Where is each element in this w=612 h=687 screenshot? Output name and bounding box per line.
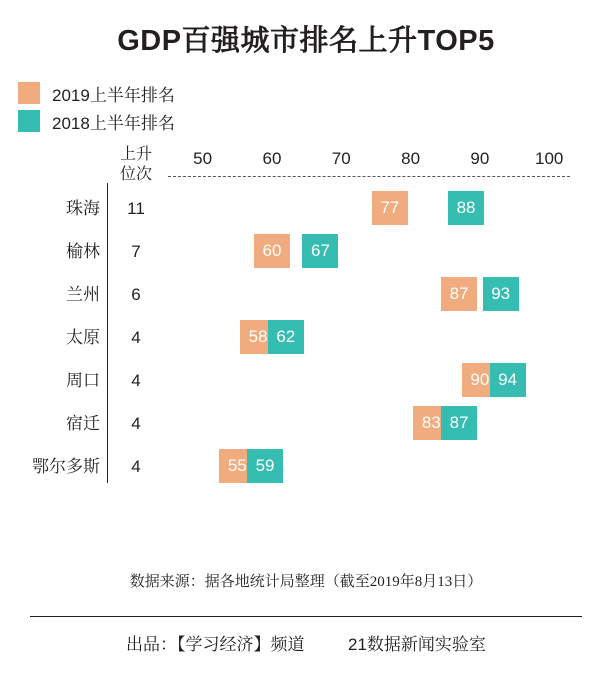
footer — [0, 630, 612, 655]
chart-row — [0, 187, 612, 230]
row-rise-value: 4 — [131, 457, 141, 476]
row-city-label: 鄂尔多斯 — [32, 457, 100, 476]
chart-legend — [18, 79, 612, 135]
legend-item-2018 — [18, 107, 612, 135]
data-cell: 83 — [413, 406, 449, 440]
chart-row — [0, 445, 612, 488]
legend-item-2019 — [18, 79, 612, 107]
legend-swatch-2018 — [18, 110, 40, 132]
chart-row — [0, 316, 612, 359]
data-cell: 94 — [490, 363, 526, 397]
legend-swatch-2019 — [18, 82, 40, 104]
legend-label-2019: 2019上半年排名 — [52, 85, 175, 105]
data-cell: 87 — [441, 406, 477, 440]
footer-right: 21数据新闻实验室 — [348, 635, 486, 654]
row-rise-value: 4 — [131, 371, 141, 390]
data-cell: 90 — [462, 363, 498, 397]
data-cell: 58 — [240, 320, 276, 354]
source-note: 数据来源：据各地统计局整理（截至2019年8月13日） — [129, 574, 483, 590]
chart-row — [0, 359, 612, 402]
footer-divider — [30, 616, 582, 617]
data-cell: 93 — [483, 277, 519, 311]
row-city-label: 太原 — [66, 328, 100, 347]
chart-row — [0, 273, 612, 316]
row-city-label: 榆林 — [66, 242, 100, 261]
rise-header-line2: 位次 — [119, 166, 152, 183]
x-tick-100: 100 — [535, 149, 564, 168]
data-cell: 77 — [372, 191, 408, 225]
data-cell: 87 — [441, 277, 477, 311]
row-city-label: 珠海 — [66, 199, 100, 218]
row-city-label: 兰州 — [66, 285, 100, 304]
data-cell: 62 — [268, 320, 304, 354]
data-cell: 60 — [254, 234, 290, 268]
chart-row — [0, 402, 612, 445]
row-rise-value: 7 — [131, 242, 141, 261]
row-rise-value: 4 — [131, 328, 141, 347]
x-tick-60: 60 — [262, 149, 282, 168]
row-rise-value: 6 — [131, 285, 141, 304]
footer-left: 出品：【学习经济】频道 — [126, 635, 305, 654]
row-rise-value: 11 — [127, 199, 145, 218]
rise-column-header — [112, 145, 160, 185]
row-city-label: 周口 — [66, 371, 100, 390]
data-cell: 67 — [302, 234, 338, 268]
rise-header-line1: 上升 — [119, 146, 152, 163]
x-axis-line — [168, 176, 570, 177]
row-rise-value: 4 — [131, 414, 141, 433]
data-cell: 59 — [247, 449, 283, 483]
data-cell: 55 — [219, 449, 255, 483]
legend-label-2018: 2018上半年排名 — [52, 113, 175, 133]
x-tick-90: 90 — [470, 149, 490, 168]
row-city-label: 宿迁 — [66, 414, 100, 433]
x-tick-50: 50 — [193, 149, 213, 168]
chart-row — [0, 230, 612, 273]
page-title: GDP百强城市排名上升TOP5 — [117, 25, 495, 57]
data-cell: 88 — [448, 191, 484, 225]
x-tick-80: 80 — [401, 149, 421, 168]
x-tick-70: 70 — [331, 149, 351, 168]
chart-area — [0, 146, 612, 519]
